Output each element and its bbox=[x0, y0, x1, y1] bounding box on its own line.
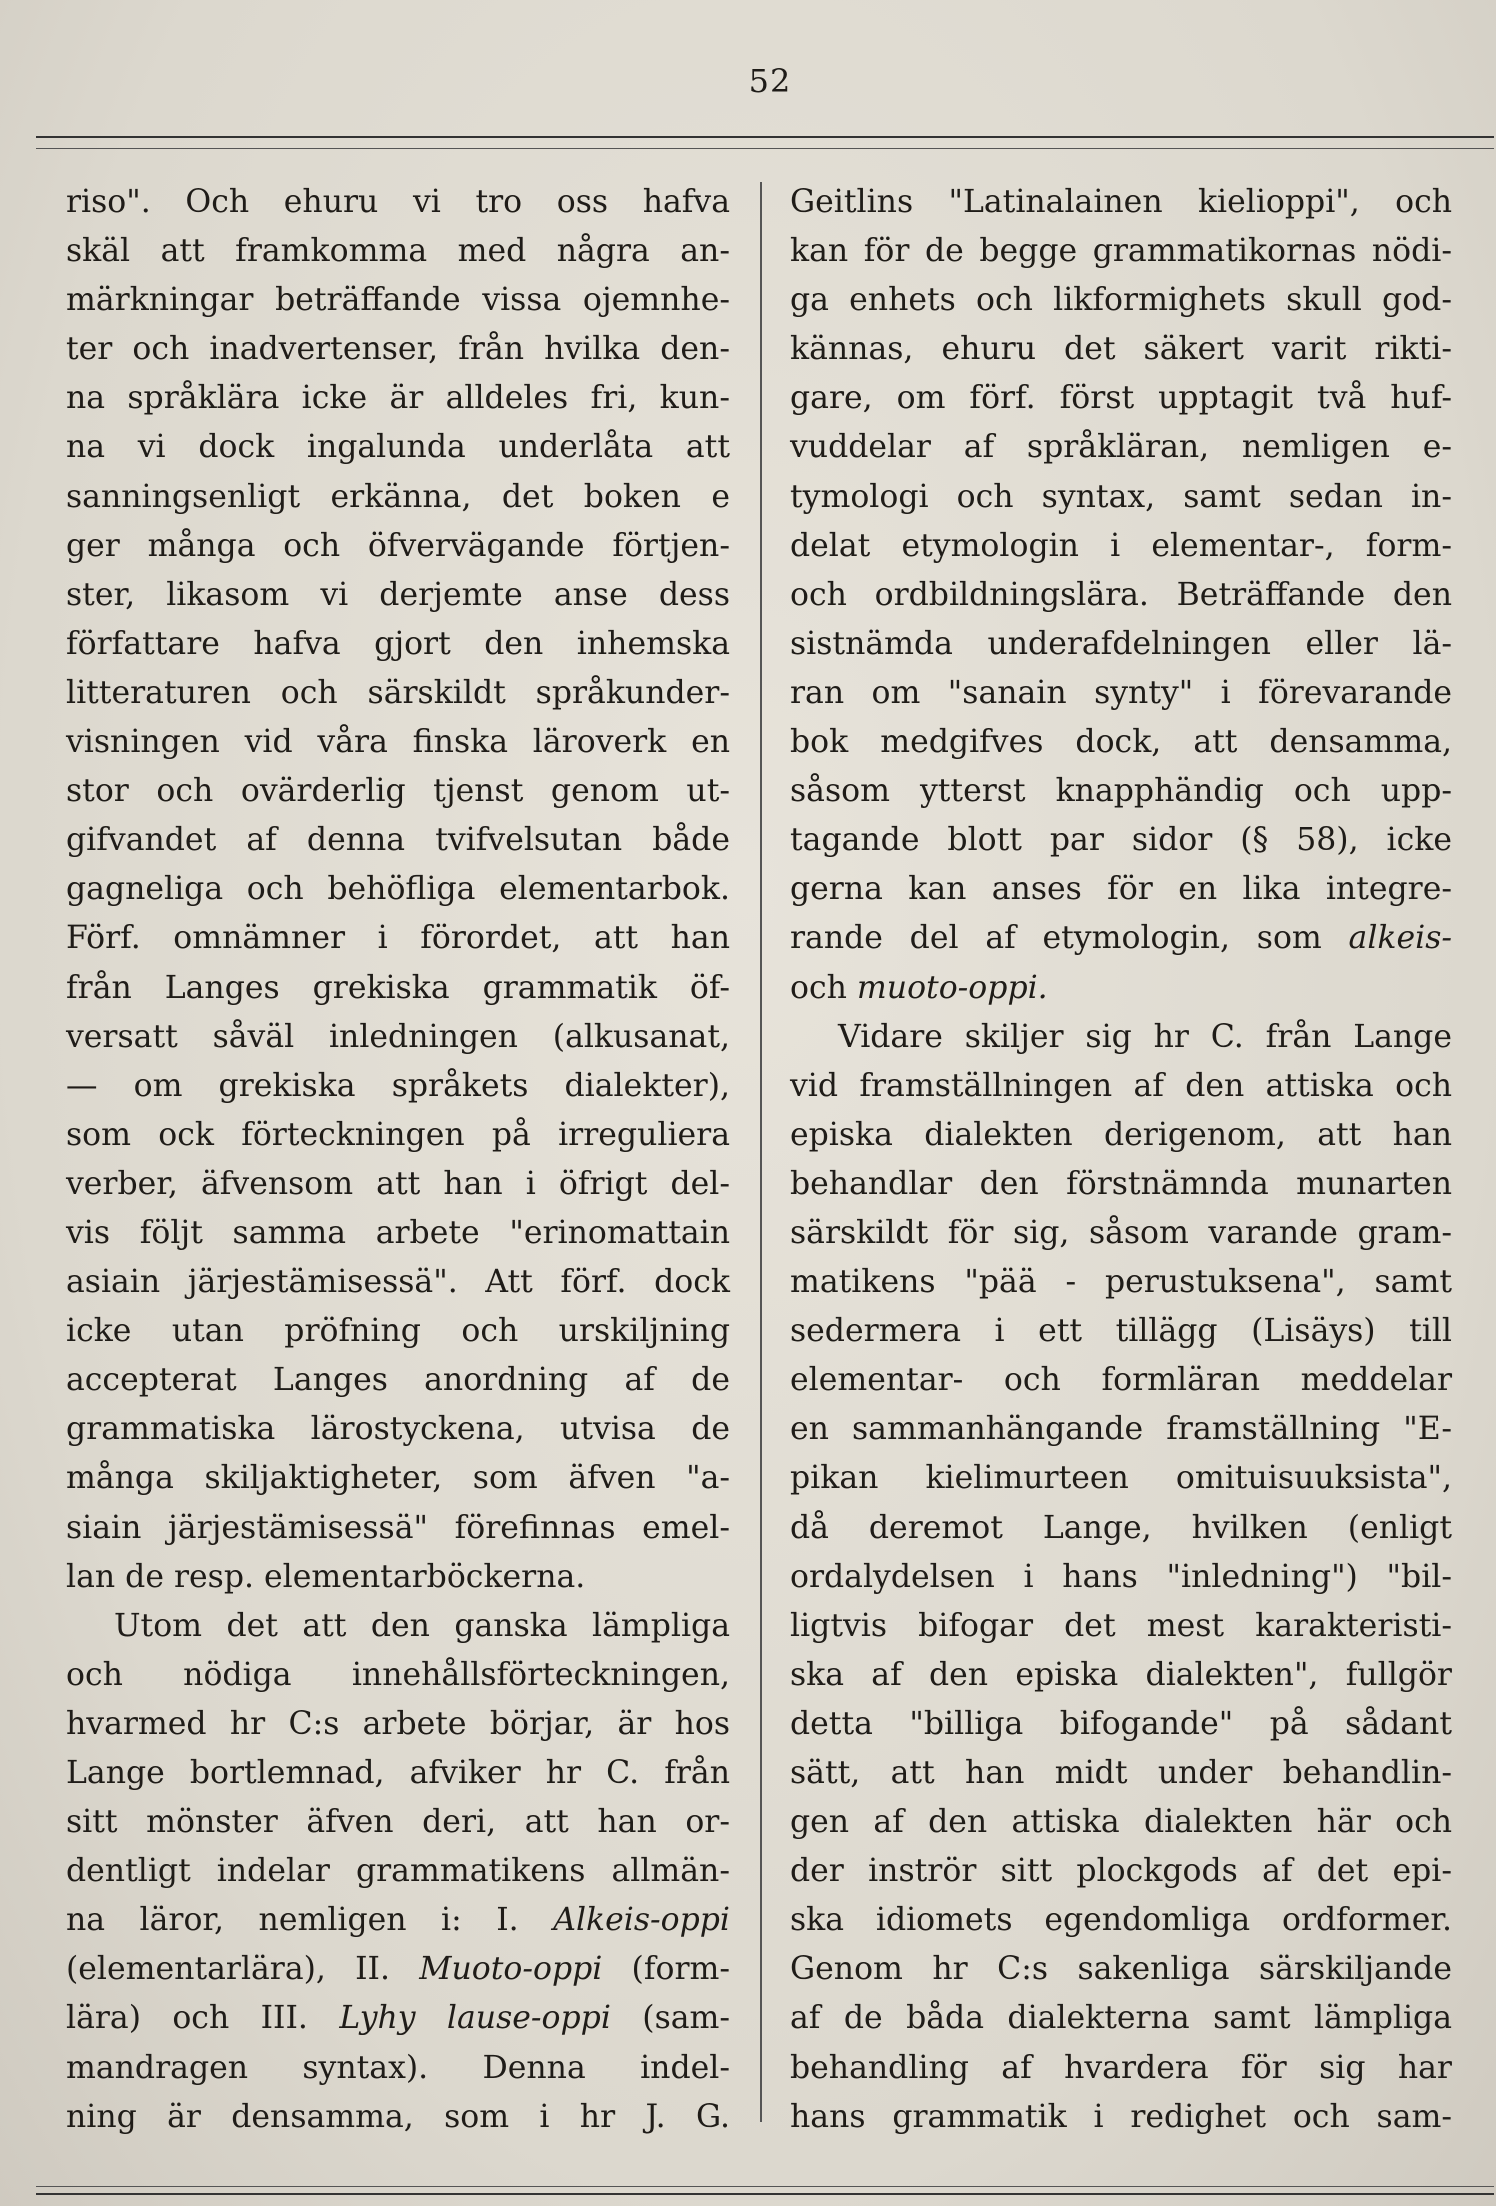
italic-term: Lyhy lause-oppi bbox=[339, 2000, 611, 2037]
text-line: na språklära icke är alldeles fri, kun- bbox=[66, 380, 730, 417]
text-line: många skiljaktigheter, som äfven "a- bbox=[66, 1460, 730, 1497]
text-line: kan för de begge grammatikornas nödi- bbox=[790, 233, 1452, 270]
column-divider bbox=[760, 182, 762, 2122]
italic-term: muoto-oppi. bbox=[856, 969, 1048, 1006]
text-line: vis följt samma arbete "erinomattain bbox=[66, 1214, 730, 1251]
text-line: visningen vid våra finska läroverk en bbox=[66, 724, 730, 761]
italic-term: Muoto-oppi bbox=[419, 1951, 603, 1988]
text-line: behandlar den förstnämnda munarten bbox=[790, 1165, 1452, 1202]
text-line: tagande blott par sidor (§ 58), icke bbox=[790, 822, 1452, 859]
text-segment: och bbox=[790, 969, 847, 1006]
text-segment: na läror, nemligen i: I. bbox=[66, 1902, 519, 1939]
text-line: matikens "pää - perustuksena", samt bbox=[790, 1264, 1452, 1301]
text-line: tymologi och syntax, samt sedan in- bbox=[790, 478, 1452, 515]
text-line: skäl att framkomma med några an- bbox=[66, 233, 730, 270]
paragraph-end-line: lan de resp. elementarböckerna. bbox=[66, 1558, 586, 1595]
text-line: ger många och öfvervägande förtjen- bbox=[66, 527, 730, 564]
text-segment: (form- bbox=[631, 1951, 731, 1988]
text-line: mandragen syntax). Denna indel- bbox=[66, 2049, 730, 2086]
text-line: bok medgifves dock, att densamma, bbox=[790, 724, 1452, 761]
text-line: ordalydelsen i hans "inledning") "bil- bbox=[790, 1558, 1452, 1595]
text-line: siain järjestämisessä" förefinnas emel- bbox=[66, 1509, 730, 1546]
text-line: Genom hr C:s sakenliga särskiljande bbox=[790, 1951, 1452, 1988]
text-line: sedermera i ett tillägg (Lisäys) till bbox=[790, 1313, 1452, 1350]
text-line: Förf. omnämner i förordet, att han bbox=[66, 920, 730, 957]
text-line: na vi dock ingalunda underlåta att bbox=[66, 429, 730, 466]
bottom-rule bbox=[36, 2186, 1494, 2195]
text-line: från Langes grekiska grammatik öf- bbox=[66, 969, 730, 1006]
text-line: ter och inadvertenser, från hvilka den- bbox=[66, 331, 730, 368]
text-line: hvarmed hr C:s arbete börjar, är hos bbox=[66, 1705, 730, 1742]
text-line: der inströr sitt plockgods af det epi- bbox=[790, 1853, 1452, 1890]
text-segment: (elementarlära), II. bbox=[66, 1951, 391, 1988]
left-column bbox=[66, 178, 730, 2142]
text-line: som ock förteckningen på irreguliera bbox=[66, 1116, 730, 1153]
text-line bbox=[66, 1896, 730, 1945]
text-line: Geitlins "Latinalainen kielioppi", och bbox=[790, 184, 1452, 220]
text-line: detta "billiga bifogande" på sådant bbox=[790, 1705, 1452, 1742]
text-segment: (sam- bbox=[642, 2000, 731, 2037]
text-line: kännas, ehuru det säkert varit rikti- bbox=[790, 331, 1452, 368]
paragraph-start-line: Vidare skiljer sig hr C. från Lange bbox=[838, 1018, 1452, 1055]
text-line bbox=[66, 1994, 730, 2043]
text-line: gagneliga och behöfliga elementarbok. bbox=[66, 871, 730, 908]
italic-term: alkeis- bbox=[1348, 920, 1453, 957]
text-line: och ordbildningslära. Beträffande den bbox=[790, 576, 1452, 613]
text-line: accepterat Langes anordning af de bbox=[66, 1362, 730, 1399]
text-line: ska af den episka dialekten", fullgör bbox=[790, 1656, 1452, 1693]
text-line: icke utan pröfning och urskiljning bbox=[66, 1313, 730, 1350]
text-line: ran om "sanain synty" i förevarande bbox=[790, 674, 1452, 711]
text-line: litteraturen och särskildt språkunder- bbox=[66, 674, 730, 711]
text-line: ligtvis bifogar det mest karakteristi- bbox=[790, 1607, 1452, 1644]
page-number: 52 bbox=[748, 62, 792, 100]
text-line: sistnämda underafdelningen eller lä- bbox=[790, 625, 1452, 662]
text-segment: rande del af etymologin, som bbox=[790, 920, 1322, 957]
text-line: af de båda dialekterna samt lämpliga bbox=[790, 2000, 1452, 2037]
text-line: dentligt indelar grammatikens allmän- bbox=[66, 1853, 730, 1890]
text-line: stor och ovärderlig tjenst genom ut- bbox=[66, 773, 730, 810]
text-line: Lange bortlemnad, afviker hr C. från bbox=[66, 1755, 730, 1791]
text-line: vuddelar af språkläran, nemligen e- bbox=[790, 429, 1452, 466]
text-line: författare hafva gjort den inhemska bbox=[66, 625, 730, 662]
text-line: märkningar beträffande vissa ojemnhe- bbox=[66, 282, 730, 319]
italic-term: Alkeis-oppi bbox=[553, 1902, 731, 1939]
text-line: då deremot Lange, hvilken (enligt bbox=[790, 1509, 1452, 1546]
text-line: gifvandet af denna tvifvelsutan både bbox=[66, 822, 730, 859]
text-segment: lära) och III. bbox=[66, 2000, 308, 2037]
text-line: versatt såväl inledningen (alkusanat, bbox=[66, 1018, 730, 1055]
text-line bbox=[790, 914, 1452, 963]
text-line: grammatiska lärostyckena, utvisa de bbox=[66, 1411, 730, 1448]
text-line: ster, likasom vi derjemte anse dess bbox=[66, 576, 730, 613]
text-line: elementar- och formläran meddelar bbox=[790, 1362, 1452, 1399]
text-line: och nödiga innehållsförteckningen, bbox=[66, 1656, 730, 1693]
text-line: en sammanhängande framställning "E- bbox=[790, 1411, 1452, 1448]
paragraph-start-line: Utom det att den ganska lämpliga bbox=[114, 1607, 730, 1644]
text-line: asiain järjestämisessä". Att förf. dock bbox=[66, 1264, 730, 1301]
text-line: pikan kielimurteen omituisuuksista", bbox=[790, 1460, 1452, 1497]
text-line: — om grekiska språkets dialekter), bbox=[66, 1067, 730, 1104]
text-line: episka dialekten derigenom, att han bbox=[790, 1116, 1452, 1153]
text-line: verber, äfvensom att han i öfrigt del- bbox=[66, 1165, 730, 1202]
text-line: delat etymologin i elementar-, form- bbox=[790, 527, 1452, 564]
text-line: ning är densamma, som i hr J. G. bbox=[66, 2098, 730, 2135]
right-column bbox=[790, 178, 1452, 2142]
text-line: gare, om förf. först upptagit två huf- bbox=[790, 380, 1452, 417]
text-line: vid framställningen af den attiska och bbox=[790, 1067, 1452, 1104]
paragraph-end-line bbox=[790, 964, 1452, 1013]
text-line: behandling af hvardera för sig har bbox=[790, 2049, 1452, 2086]
text-line: gen af den attiska dialekten här och bbox=[790, 1804, 1452, 1841]
top-rule bbox=[36, 136, 1494, 149]
text-line: ska idiomets egendomliga ordformer. bbox=[790, 1902, 1452, 1939]
text-line bbox=[66, 1945, 730, 1994]
text-line: gerna kan anses för en lika integre- bbox=[790, 871, 1452, 908]
text-line: särskildt för sig, såsom varande gram- bbox=[790, 1214, 1452, 1251]
text-line: hans grammatik i redighet och sam- bbox=[790, 2098, 1452, 2135]
text-line: riso". Och ehuru vi tro oss hafva bbox=[66, 184, 730, 220]
text-line: sitt mönster äfven deri, att han or- bbox=[66, 1804, 730, 1841]
text-line: sanningsenligt erkänna, det boken e bbox=[66, 478, 730, 515]
text-line: ga enhets och likformighets skull god- bbox=[790, 282, 1452, 319]
text-line: sätt, att han midt under behandlin- bbox=[790, 1755, 1452, 1791]
text-line: såsom ytterst knapphändig och upp- bbox=[790, 773, 1452, 810]
